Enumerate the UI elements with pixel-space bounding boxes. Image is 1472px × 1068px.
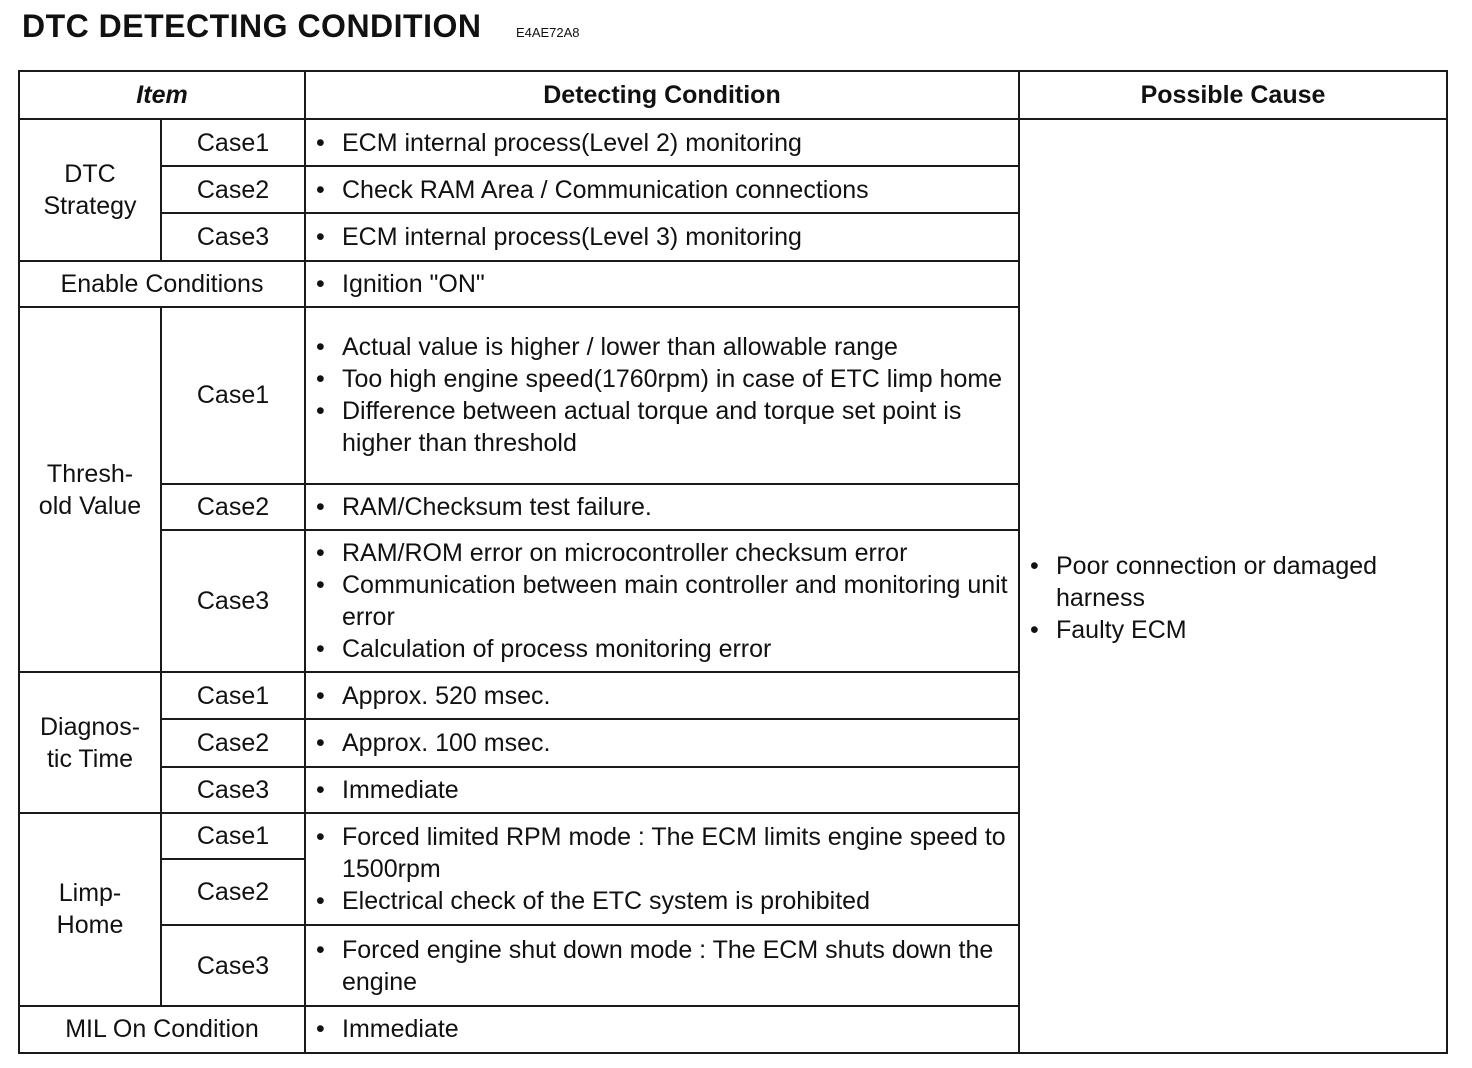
case-label: Case1 (161, 119, 305, 166)
table-row (19, 119, 1447, 166)
list-item: • Actual value is higher / lower than allowable range (316, 331, 1008, 363)
list-item: • RAM/ROM error on microcontroller checksum error (316, 537, 1008, 569)
condition-cell (305, 307, 1019, 484)
column-header-condition: Detecting Condition (305, 71, 1019, 119)
list-item: • Ignition "ON" (316, 268, 1008, 300)
case-label: Case3 (161, 767, 305, 813)
condition-cell (305, 484, 1019, 530)
enable-conditions-label: Enable Conditions (19, 261, 305, 307)
case-label: Case2 (161, 859, 305, 925)
list-item: • ECM internal process(Level 2) monitoring (316, 127, 1008, 159)
condition-cell (305, 213, 1019, 260)
list-item: • Faulty ECM (1030, 614, 1436, 646)
mil-on-condition-label: MIL On Condition (19, 1006, 305, 1053)
condition-cell (305, 719, 1019, 766)
list-item: • Electrical check of the ETC system is prohibited (316, 885, 1008, 917)
group-label-dtc-strategy (19, 119, 161, 261)
condition-cell (305, 119, 1019, 166)
column-header-cause: Possible Cause (1019, 71, 1447, 119)
group-label-line: DTC (64, 159, 116, 188)
list-item: • Approx. 100 msec. (316, 727, 1008, 759)
table-header-row (19, 71, 1447, 119)
condition-cell (305, 813, 1019, 925)
list-item: • Calculation of process monitoring error (316, 633, 1008, 665)
group-label-limp-home (19, 813, 161, 1006)
case-label: Case2 (161, 166, 305, 213)
possible-cause-cell (1019, 119, 1447, 1053)
group-label-line: Thresh- (46, 459, 134, 488)
page-header (22, 8, 580, 48)
condition-cell (305, 767, 1019, 813)
list-item: • Immediate (316, 774, 1008, 806)
list-item: • Immediate (316, 1013, 1008, 1045)
case-label: Case1 (161, 813, 305, 859)
list-item: • Poor connection or damaged harness (1030, 550, 1436, 614)
group-label-line: Diagnos- (39, 712, 141, 741)
list-item: • ECM internal process(Level 3) monitoring (316, 221, 1008, 253)
document-code: E4AE72A8 (515, 25, 580, 40)
group-label-line: Home (56, 911, 124, 940)
group-label-line: tic Time (46, 744, 134, 773)
case-label: Case3 (161, 213, 305, 260)
list-item: • RAM/Checksum test failure. (316, 491, 1008, 523)
condition-cell (305, 166, 1019, 213)
column-header-item: Item (19, 71, 305, 119)
case-label: Case2 (161, 484, 305, 530)
case-label: Case1 (161, 672, 305, 719)
condition-cell (305, 672, 1019, 719)
case-label: Case1 (161, 307, 305, 484)
condition-cell (305, 530, 1019, 673)
list-item: • Check RAM Area / Communication connections (316, 174, 1008, 206)
group-label-threshold-value (19, 307, 161, 673)
group-label-line: old Value (38, 491, 142, 520)
condition-cell (305, 1006, 1019, 1053)
case-label: Case3 (161, 530, 305, 673)
list-item: • Difference between actual torque and torque set point is higher than threshold (316, 395, 1008, 459)
dtc-condition-table (18, 70, 1448, 1054)
condition-cell (305, 261, 1019, 307)
group-label-diagnostic-time (19, 672, 161, 813)
list-item: • Forced limited RPM mode : The ECM limits engine speed to 1500rpm (316, 821, 1008, 885)
list-item: • Approx. 520 msec. (316, 680, 1008, 712)
list-item: • Forced engine shut down mode : The ECM shuts down the engine (316, 934, 1008, 998)
group-label-line: Limp- (58, 879, 122, 908)
list-item: • Too high engine speed(1760rpm) in case of ETC limp home (316, 363, 1008, 395)
list-item: • Communication between main controller and monitoring unit error (316, 569, 1008, 633)
condition-cell (305, 925, 1019, 1005)
page-title: DTC DETECTING CONDITION (22, 8, 482, 44)
case-label: Case2 (161, 719, 305, 766)
case-label: Case3 (161, 925, 305, 1005)
group-label-line: Strategy (43, 191, 137, 220)
